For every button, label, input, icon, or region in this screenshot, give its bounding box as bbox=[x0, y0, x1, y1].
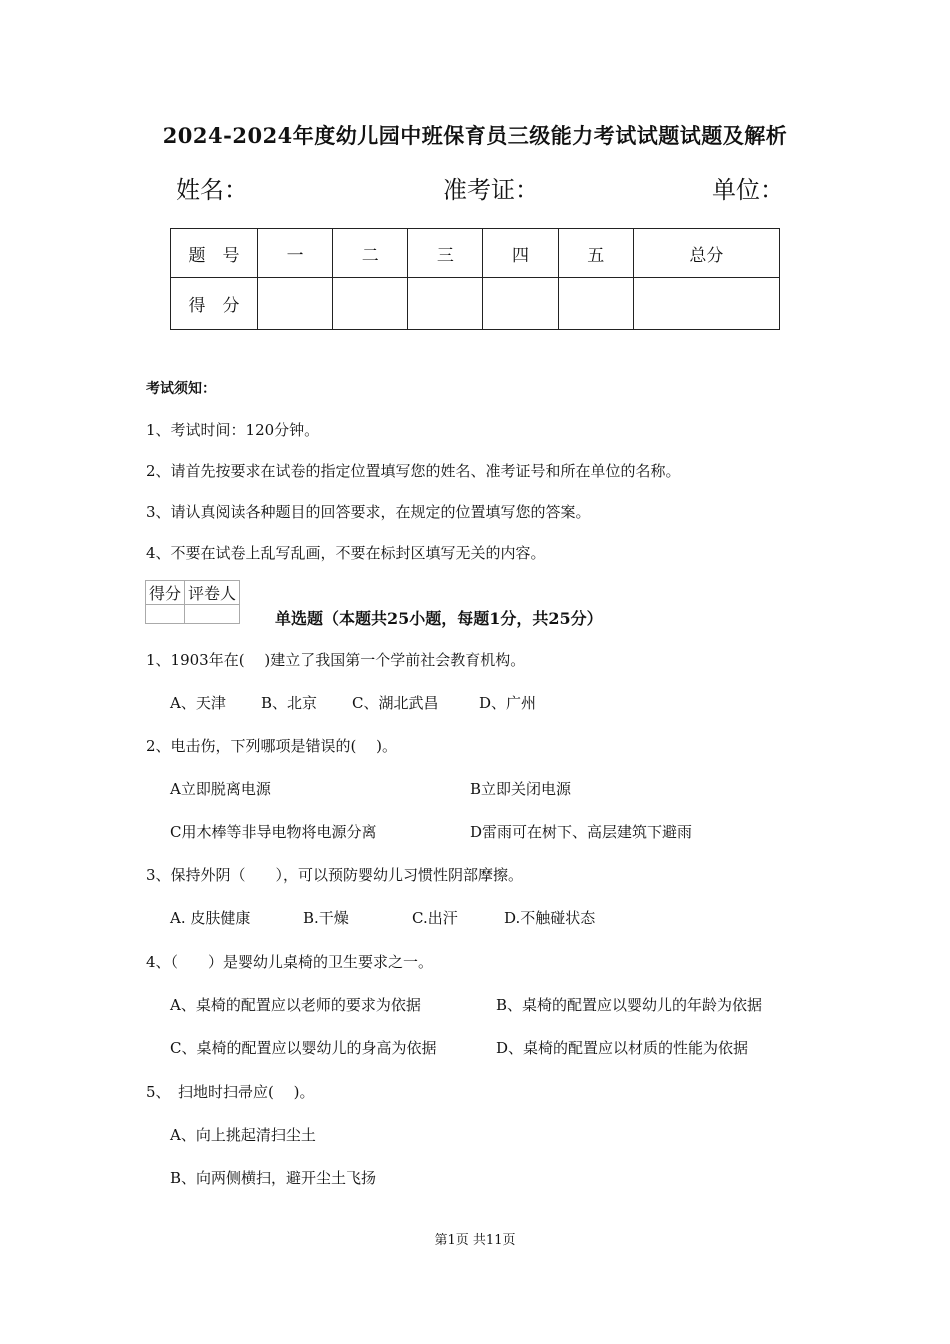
question-stem: 1、1903年在( )建立了我国第一个学前社会教育机构。 bbox=[146, 651, 526, 669]
score-table bbox=[170, 228, 780, 330]
question-stem: 5、 扫地时扫帚应( )。 bbox=[146, 1083, 315, 1101]
score-header-cell: 二 bbox=[333, 229, 408, 278]
score-input-cell[interactable] bbox=[483, 278, 558, 330]
option-c: C、桌椅的配置应以婴幼儿的身高为依据 bbox=[170, 1039, 437, 1057]
notice-heading: 考试须知： bbox=[146, 381, 216, 397]
score-header-cell: 题 号 bbox=[171, 229, 258, 278]
score-input-cell[interactable] bbox=[258, 278, 333, 330]
option-a: A. 皮肤健康 bbox=[170, 909, 251, 927]
grader-reviewer-cell[interactable] bbox=[185, 605, 240, 624]
grader-score-label: 得分 bbox=[146, 581, 185, 605]
option-d: D.不触碰状态 bbox=[504, 909, 596, 927]
document-title: 2024-2024年度幼儿园中班保育员三级能力考试试题试题及解析 bbox=[162, 123, 788, 148]
score-input-cell[interactable] bbox=[633, 278, 779, 330]
option-b: B、向两侧横扫，避开尘土飞扬 bbox=[170, 1169, 377, 1187]
exam-id-field-label: 准考证： bbox=[443, 176, 539, 204]
question-stem: 3、保持外阴（ ），可以预防婴幼儿习惯性阴部摩擦。 bbox=[146, 866, 524, 884]
score-header-cell: 一 bbox=[258, 229, 333, 278]
name-field-label: 姓名： bbox=[176, 176, 248, 204]
option-a: A立即脱离电源 bbox=[170, 780, 271, 798]
option-d: D、广州 bbox=[479, 694, 537, 712]
option-a: A、天津 bbox=[170, 694, 226, 712]
notice-item: 2、请首先按要求在试卷的指定位置填写您的姓名、准考证号和所在单位的名称。 bbox=[146, 462, 681, 480]
section-title: 单选题（本题共25小题，每题1分，共25分） bbox=[275, 609, 603, 628]
option-c: C、湖北武昌 bbox=[352, 694, 439, 712]
grader-box bbox=[145, 580, 240, 624]
score-table-header-row bbox=[171, 229, 780, 278]
notice-item: 4、不要在试卷上乱写乱画，不要在标封区填写无关的内容。 bbox=[146, 544, 546, 562]
score-header-cell: 五 bbox=[558, 229, 633, 278]
option-b: B、北京 bbox=[261, 694, 318, 712]
score-header-cell: 四 bbox=[483, 229, 558, 278]
option-b: B.干燥 bbox=[303, 909, 349, 927]
option-b: B立即关闭电源 bbox=[470, 780, 572, 798]
score-input-cell[interactable] bbox=[333, 278, 408, 330]
grader-reviewer-label: 评卷人 bbox=[185, 581, 240, 605]
question-stem: 4、（ ）是婴幼儿桌椅的卫生要求之一。 bbox=[146, 953, 434, 971]
notice-item: 3、请认真阅读各种题目的回答要求，在规定的位置填写您的答案。 bbox=[146, 503, 591, 521]
score-input-cell[interactable] bbox=[408, 278, 483, 330]
option-a: A、向上挑起清扫尘土 bbox=[170, 1126, 316, 1144]
option-b: B、桌椅的配置应以婴幼儿的年龄为依据 bbox=[496, 996, 763, 1014]
option-d: D、桌椅的配置应以材质的性能为依据 bbox=[496, 1039, 749, 1057]
score-header-cell: 总分 bbox=[633, 229, 779, 278]
unit-field-label: 单位： bbox=[712, 176, 784, 204]
score-header-cell: 三 bbox=[408, 229, 483, 278]
question-stem: 2、电击伤，下列哪项是错误的( )。 bbox=[146, 737, 398, 755]
notice-item: 1、考试时间：120分钟。 bbox=[146, 421, 320, 439]
score-row-label: 得 分 bbox=[171, 278, 258, 330]
option-d: D雷雨可在树下、高层建筑下避雨 bbox=[470, 823, 693, 841]
option-c: C.出汗 bbox=[412, 909, 458, 927]
score-input-cell[interactable] bbox=[558, 278, 633, 330]
score-table-score-row bbox=[171, 278, 780, 330]
grader-score-cell[interactable] bbox=[146, 605, 185, 624]
option-c: C用木棒等非导电物将电源分离 bbox=[170, 823, 377, 841]
page-footer: 第1页 共11页 bbox=[434, 1233, 516, 1248]
option-a: A、桌椅的配置应以老师的要求为依据 bbox=[170, 996, 421, 1014]
